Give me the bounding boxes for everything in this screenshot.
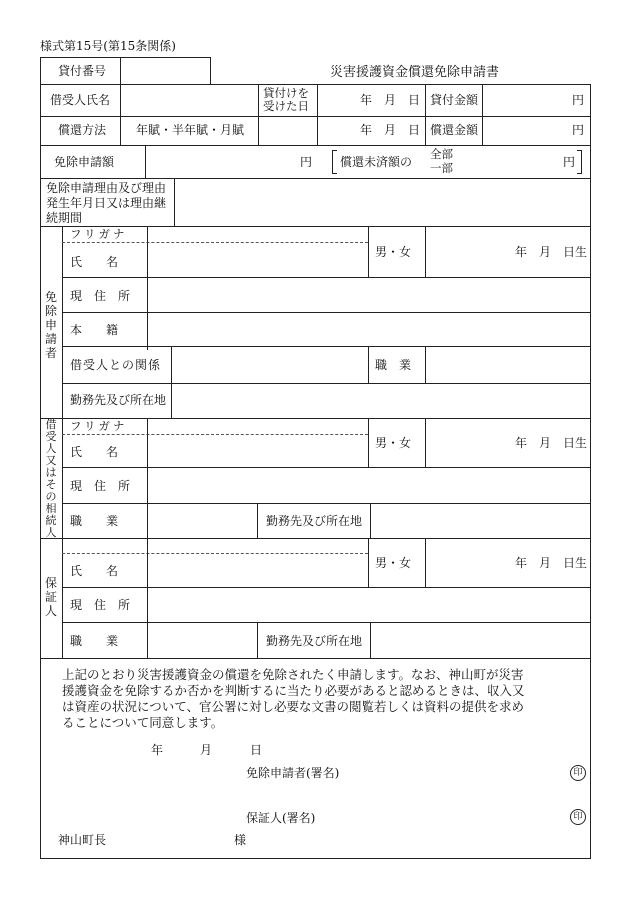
exemption-amount-yen: 円 — [300, 155, 313, 169]
heir-workplace-label: 勤務先及び所在地 — [266, 514, 363, 528]
guarantor-occupation-label: 職 業 — [70, 634, 119, 648]
mayor-addressee: 神山町長 — [58, 833, 107, 847]
heir-occupation-label: 職 業 — [70, 514, 119, 528]
option-all: 全部 — [430, 147, 453, 161]
applicant-signature-label: 免除申請者(署名) — [246, 766, 340, 780]
applicant-domicile-label: 本 籍 — [70, 323, 119, 337]
loan-date-label: 貸付けを受けた日 — [263, 86, 309, 113]
heir-address-label: 現 住 所 — [70, 479, 131, 493]
applicant-section-label: 免除申請者 — [44, 290, 57, 360]
applicant-seal-icon: 印 — [570, 765, 586, 781]
consent-statement: 上記のとおり災害援護資金の償還を免除されたく申請します。なお、神山町が災害援護資金を免除するか否かを判断するに当たり必要があると認めるときは、収入又は資産の状況について、官公署に対し必要な文書の閲覧若しくは資料の提供を求めることについて同意します。 — [62, 667, 525, 730]
heir-birth: 年 月 日生 — [515, 436, 588, 450]
repay-method-value: 年賦・半年賦・月賦 — [136, 123, 245, 137]
applicant-name-label: 氏 名 — [70, 255, 119, 269]
form-number-header: 様式第15号(第15条関係) — [40, 39, 176, 53]
guarantor-workplace-label: 勤務先及び所在地 — [266, 634, 363, 648]
applicant-birth: 年 月 日生 — [515, 245, 588, 259]
guarantor-signature-label: 保証人(署名) — [246, 811, 316, 825]
form-title: 災害援護資金償還免除申請書 — [330, 65, 500, 80]
repay-date-value: 年 月 日 — [360, 123, 421, 137]
right-bracket — [577, 150, 582, 174]
repay-amount-yen: 円 — [572, 123, 585, 137]
applicant-relation-label: 借受人との関係 — [70, 358, 162, 372]
honorific: 様 — [234, 833, 247, 847]
loan-date-value: 年 月 日 — [360, 93, 421, 107]
guarantor-address-label: 現 住 所 — [70, 598, 131, 612]
date-month: 月 — [200, 743, 213, 757]
unpaid-label: 償還未済額の — [340, 155, 413, 169]
heir-furigana-label: フリガナ — [70, 419, 128, 433]
option-part: 一部 — [430, 161, 453, 175]
reason-label: 免除申請理由及び理由発生年月日又は理由継続期間 — [46, 181, 167, 225]
guarantor-section-label: 保証人 — [44, 576, 57, 618]
guarantor-seal-icon: 印 — [570, 809, 586, 825]
loan-amount-yen: 円 — [572, 93, 585, 107]
unpaid-yen: 円 — [563, 155, 576, 169]
applicant-sex: 男・女 — [375, 245, 412, 259]
applicant-workplace-label: 勤務先及び所在地 — [70, 393, 167, 407]
guarantor-name-label: 氏 名 — [70, 564, 119, 578]
heir-section-label: 借受人又はその相続人 — [45, 418, 57, 539]
date-day: 日 — [250, 743, 263, 757]
date-year: 年 — [151, 743, 164, 757]
applicant-occupation-label: 職 業 — [375, 358, 412, 372]
left-bracket — [332, 150, 337, 174]
repay-amount-label: 償還金額 — [430, 123, 479, 137]
loan-number-label: 貸付番号 — [58, 64, 107, 78]
applicant-address-label: 現 住 所 — [70, 289, 131, 303]
applicant-furigana-label: フリガナ — [70, 227, 128, 241]
guarantor-sex: 男・女 — [375, 556, 412, 570]
repay-method-label: 償還方法 — [58, 123, 107, 137]
heir-sex: 男・女 — [375, 436, 412, 450]
heir-name-label: 氏 名 — [70, 445, 119, 459]
borrower-name-label: 借受人氏名 — [50, 93, 111, 107]
guarantor-birth: 年 月 日生 — [515, 556, 588, 570]
exemption-amount-label: 免除申請額 — [54, 155, 115, 169]
loan-amount-label: 貸付金額 — [430, 93, 479, 107]
